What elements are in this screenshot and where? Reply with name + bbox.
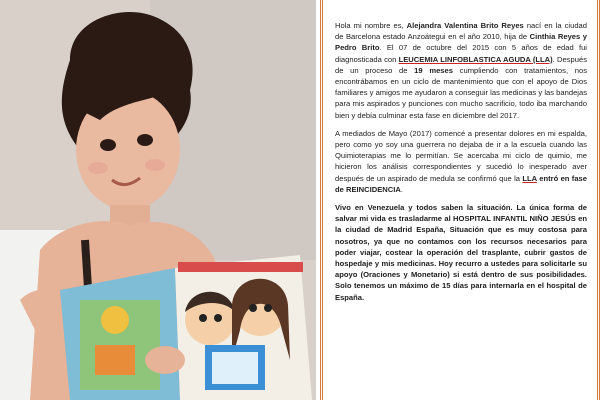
treatment-duration: 19 meses (414, 65, 453, 75)
text-span: . El 07 de octubre del 2015 con 5 años de edad fui diagnosticada con (335, 43, 587, 64)
diagnosis: LEUCEMIA LINFOBLASTICA AGUDA (LLA) (398, 54, 553, 64)
relapse-status: REINCIDENCIA (345, 184, 401, 194)
text-span: . Después de un proceso de (335, 54, 587, 75)
text-span: nací en la ciudad de Barcelona estado Anzoátegui en el año 2010, hija de (335, 21, 587, 42)
text-span: Hola mi nombre es, (335, 21, 407, 30)
letter-paragraph-2 (335, 128, 587, 195)
text-span: cumpliendo con tratamientos, nos encontrábamos en un ciclo de mantenimiento que con el apoyo de Dios familiares y amigos me ayudaron a conseguir las medicinas y las bandejas para mis aspirados y punciones con mucho sacrificio, todo iba marchando bien y debía culminar esta fase en diciembre del 2017. (335, 65, 587, 120)
text-span: A mediados de Mayo (2017) comencé a presentar dolores en mi espalda, pero como yo soy una guerrera no dejaba de ir a la escuela cuando las Quimioterapias me lo permitían. Se acercaba mi ciclo de quimio, me hicieron los análisis correspondientes y sucedió lo inesperado aver después de un aspirado de medula se confirmó que la (335, 128, 587, 183)
letter-paragraph-1 (335, 20, 587, 121)
child-name: Alejandra Valentina Brito Reyes (406, 21, 524, 30)
parents-names: Cinthia Reyes y Pedro Brito (335, 32, 587, 53)
text-span: entró en fase de (335, 173, 587, 194)
lla-abbreviation: LLA (522, 173, 537, 183)
text-span: . (400, 184, 403, 194)
letter-paragraph-3: Vivo en Venezuela y todos saben la situación. La única forma de salvar mi vida es trasladarme al HOSPITAL INFANTIL NIÑO JESÚS en la ciudad de Madrid España, Situación que es muy costosa para nosotros, ya que no contamos con los recursos necesarios para poder viajar, costear la operación del trasplante, cubrir gastos de hospedaje y mis medicinas. Hoy recurro a ustedes para solicitarle su apoyo (Oraciones y Monetario) si está dentro de sus posibilidades. Solo tenemos un máximo de 15 días para internarla en el hospital de España. (335, 203, 587, 302)
letter-document (320, 0, 600, 400)
